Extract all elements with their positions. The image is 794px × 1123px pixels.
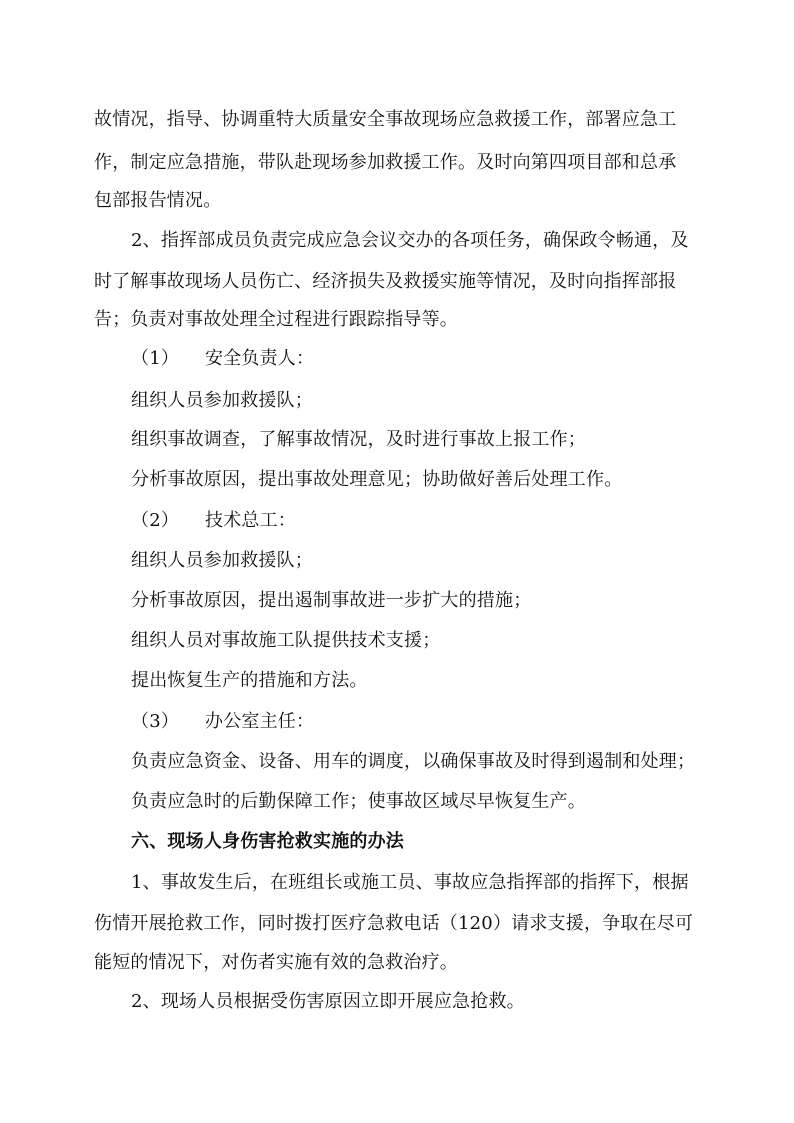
role-title: 安全负责人： bbox=[205, 348, 315, 369]
role-duty-item: 分析事故原因，提出遏制事故进一步扩大的措施； bbox=[131, 590, 532, 611]
paragraph-line: 包部报告情况。 bbox=[94, 190, 222, 211]
paragraph-line: 2、指挥部成员负责完成应急会议交办的各项任务，确保政令畅通，及 bbox=[131, 230, 689, 251]
role-duty-item: 组织人员对事故施工队提供技术支援； bbox=[131, 630, 441, 651]
role-title: 办公室主任： bbox=[205, 711, 315, 732]
role-duty-item: 分析事故原因，提出事故处理意见；协助做好善后处理工作。 bbox=[131, 469, 623, 490]
section-heading: 六、现场人身伤害抢救实施的办法 bbox=[131, 831, 404, 852]
role-duty-item: 负责应急时的后勤保障工作；使事故区域尽早恢复生产。 bbox=[131, 791, 586, 812]
paragraph-line: 伤情开展抢救工作，同时拨打医疗急救电话（120）请求支援，争取在尽可 bbox=[94, 913, 694, 934]
paragraph-line: 能短的情况下，对伤者实施有效的急救治疗。 bbox=[94, 952, 458, 973]
paragraph-line: 时了解事故现场人员伤亡、经济损失及救援实施等情况，及时向指挥部报 bbox=[94, 271, 677, 292]
role-number: （1） bbox=[131, 348, 180, 369]
role-number: （2） bbox=[131, 510, 180, 531]
paragraph-line: 故情况，指导、协调重特大质量安全事故现场应急救援工作，部署应急工 bbox=[94, 109, 677, 130]
role-duty-item: 提出恢复生产的措施和方法。 bbox=[131, 670, 368, 691]
paragraph-line: 1、事故发生后，在班组长或施工员、事故应急指挥部的指挥下，根据 bbox=[131, 872, 689, 893]
role-duty-item: 负责应急资金、设备、用车的调度，以确保事故及时得到遏制和处理； bbox=[131, 751, 696, 772]
role-number: （3） bbox=[131, 711, 180, 732]
paragraph-line: 2、现场人员根据受伤害原因立即开展应急抢救。 bbox=[131, 991, 525, 1012]
role-heading-safety bbox=[131, 347, 751, 371]
role-duty-item: 组织人员参加救援队； bbox=[131, 390, 313, 411]
role-heading-technical bbox=[131, 509, 751, 533]
role-title: 技术总工： bbox=[205, 510, 296, 531]
role-heading-office bbox=[131, 710, 751, 734]
role-duty-item: 组织事故调查，了解事故情况，及时进行事故上报工作； bbox=[131, 429, 586, 450]
paragraph-line: 告；负责对事故处理全过程进行跟踪指导等。 bbox=[94, 309, 458, 330]
paragraph-line: 作，制定应急措施，带队赴现场参加救援工作。及时向第四项目部和总承 bbox=[94, 152, 677, 173]
role-duty-item: 组织人员参加救援队； bbox=[131, 550, 313, 571]
